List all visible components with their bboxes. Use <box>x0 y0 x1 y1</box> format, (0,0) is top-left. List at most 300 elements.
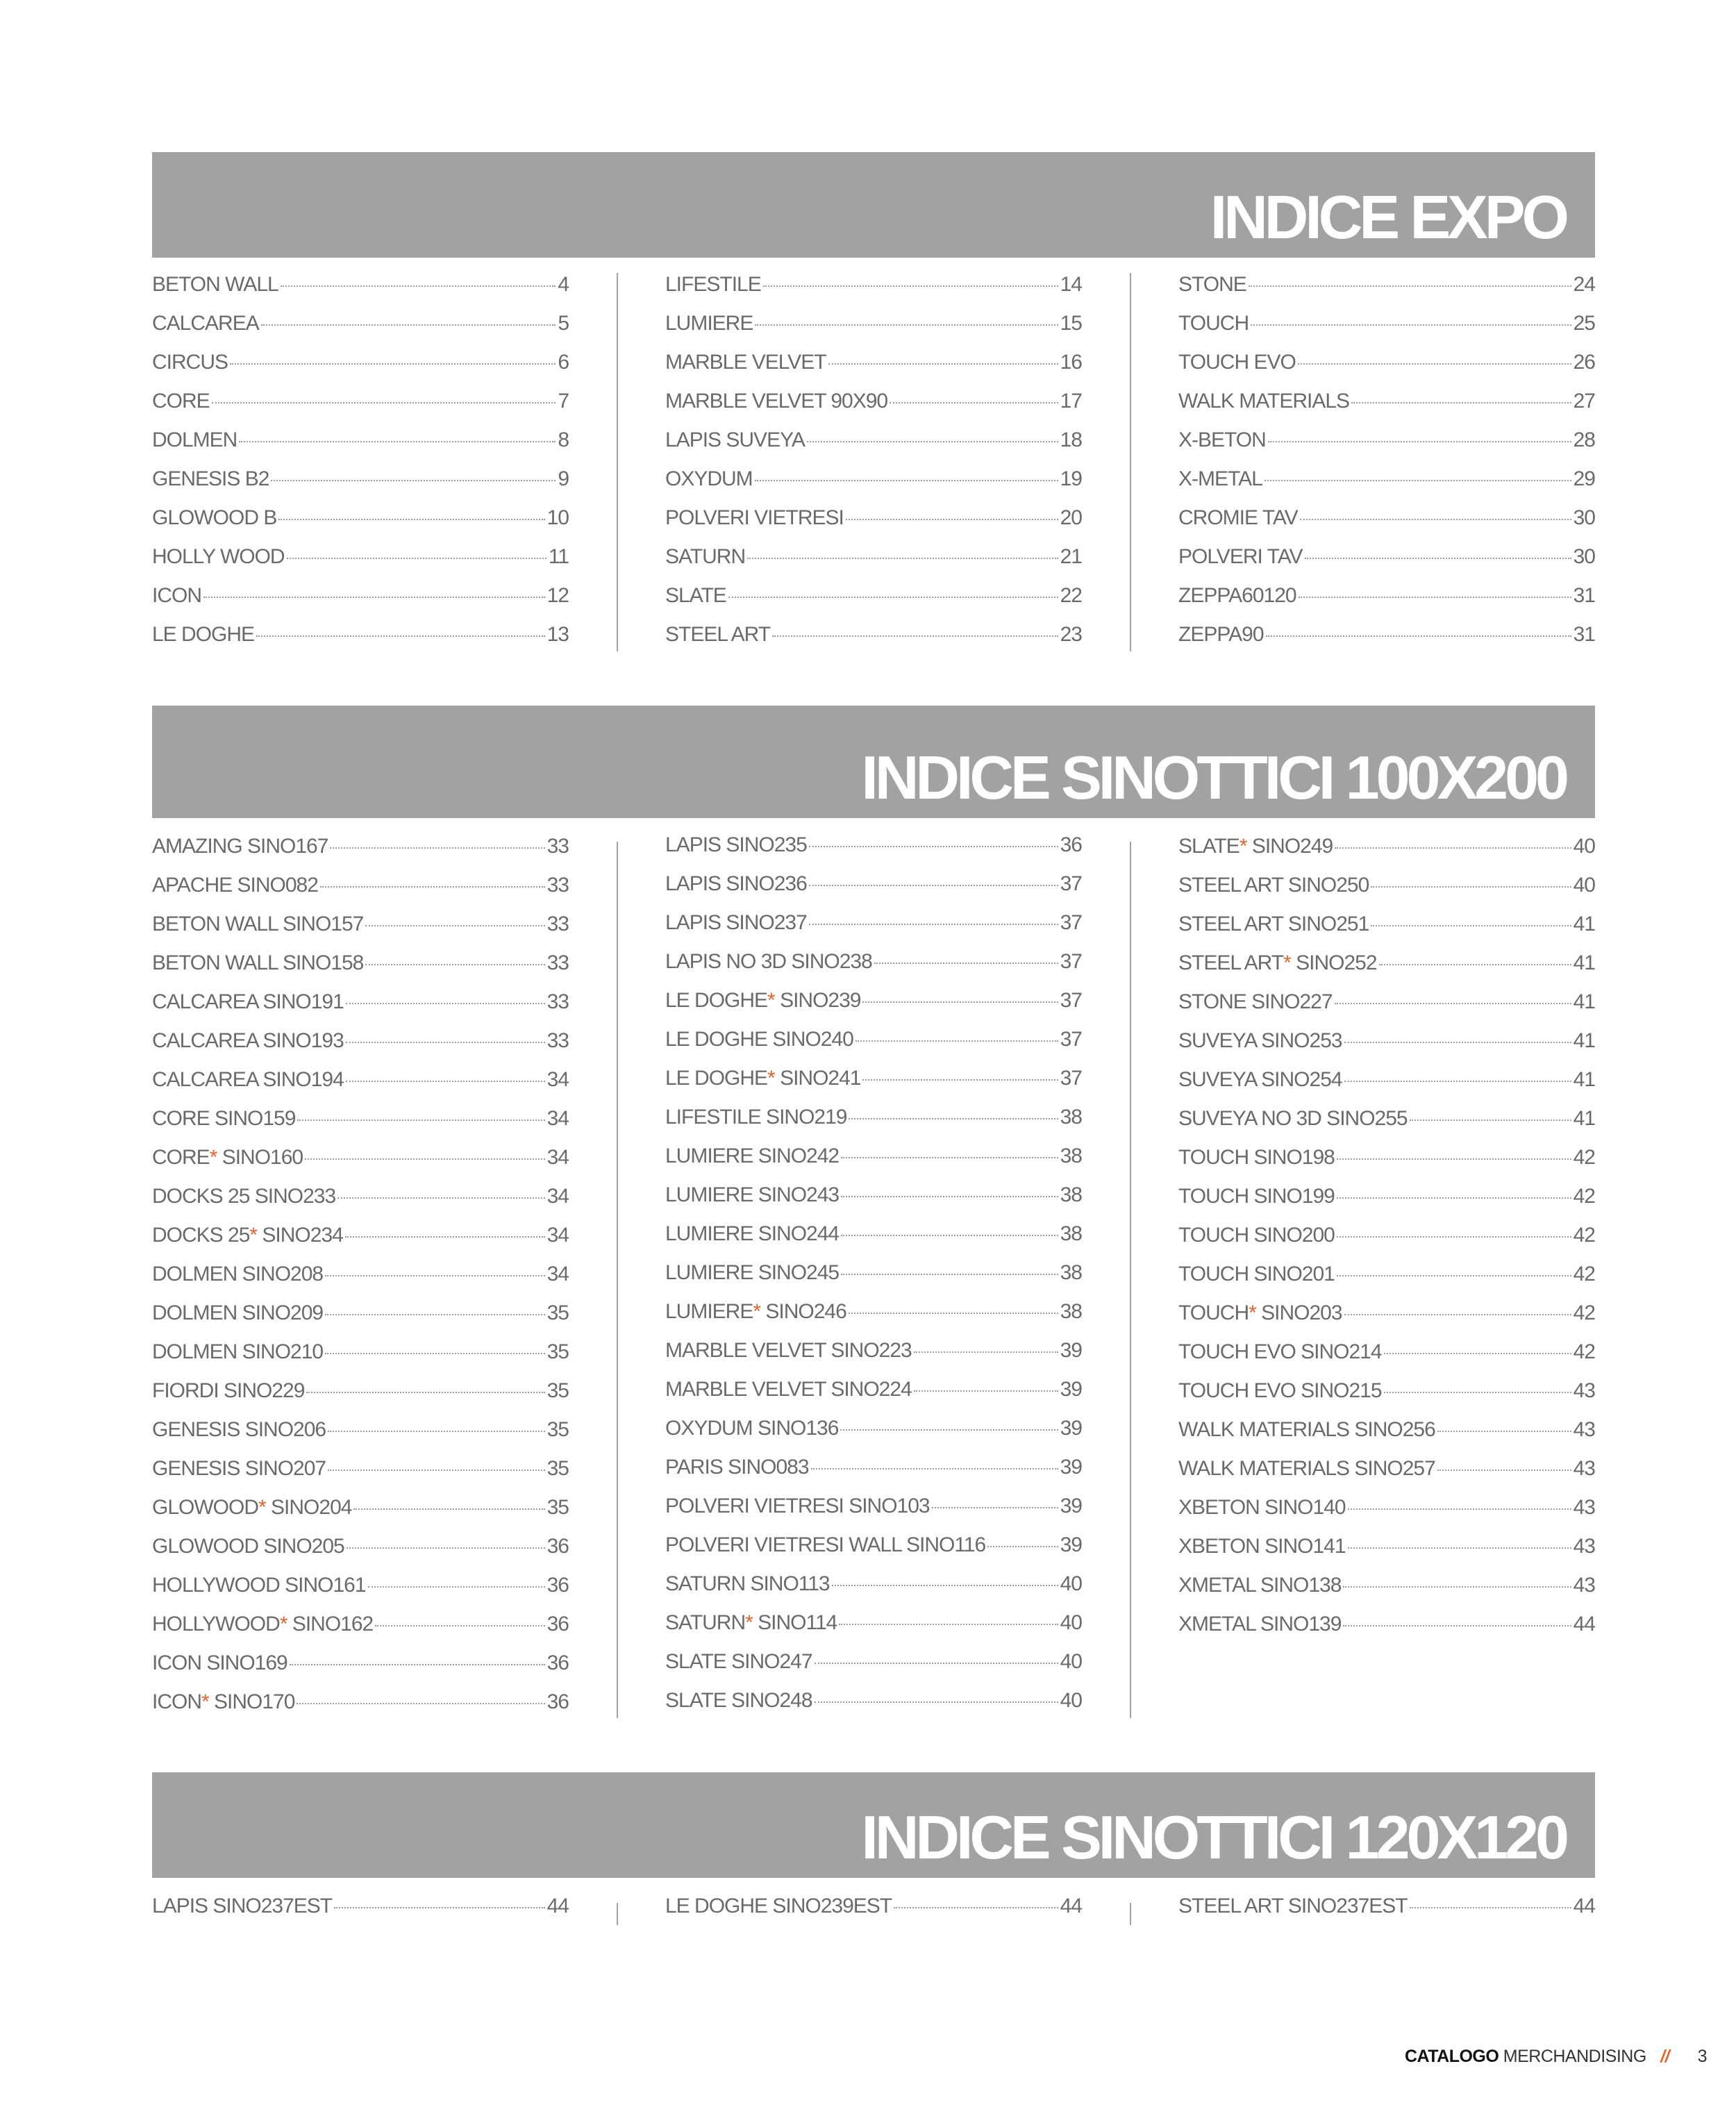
entry-name: XMETAL SINO139 <box>1178 1613 1342 1636</box>
dot-leader <box>1379 964 1571 965</box>
index-entry <box>1178 623 1595 662</box>
index-entry <box>665 467 1082 506</box>
dot-leader <box>1251 324 1571 326</box>
entry-name: X-BETON <box>1178 428 1266 451</box>
entry-label <box>1178 1068 1342 1092</box>
entry-name: MARBLE VELVET 90X90 <box>665 390 888 413</box>
entry-label <box>665 1261 839 1285</box>
entry-label <box>665 1495 930 1518</box>
dot-leader <box>297 1703 544 1704</box>
dot-leader <box>815 1663 1058 1664</box>
entry-name: LAPIS SUVEYA <box>665 428 805 451</box>
page-footer <box>1405 2047 1707 2067</box>
entry-label <box>1178 913 1369 936</box>
index-entry <box>152 1185 569 1224</box>
entry-name: BETON WALL SINO158 <box>152 951 364 974</box>
entry-code: SINO162 <box>287 1613 374 1636</box>
index-entry <box>665 1145 1082 1183</box>
entry-name: LUMIERE <box>665 312 753 335</box>
entry-name: APACHE SINO082 <box>152 874 318 897</box>
entry-name: GENESIS SINO206 <box>152 1418 326 1441</box>
entry-name: LIFESTILE SINO219 <box>665 1106 847 1129</box>
page-ref: 44 <box>546 1895 569 1917</box>
page-ref: 38 <box>1060 1106 1082 1129</box>
index-entry <box>152 351 569 390</box>
entry-label <box>152 1895 332 1918</box>
page-ref: 36 <box>546 1613 569 1636</box>
asterisk-marker: * <box>745 1611 753 1634</box>
page-ref: 35 <box>546 1418 569 1441</box>
dot-leader <box>1298 363 1571 365</box>
entry-name: SLATE <box>1178 835 1240 858</box>
entry-name: BETON WALL SINO157 <box>152 913 364 935</box>
index-entry <box>665 312 1082 351</box>
page-ref: 25 <box>1573 312 1595 335</box>
entry-label <box>1178 1146 1335 1170</box>
index-entry <box>152 951 569 990</box>
entry-label <box>152 1496 351 1520</box>
entry-name: DOLMEN SINO208 <box>152 1263 324 1285</box>
section-title: INDICE EXPO <box>1210 183 1566 251</box>
entry-label <box>665 1028 853 1051</box>
entry-name: CALCAREA <box>152 312 259 335</box>
entry-label <box>152 1185 335 1208</box>
entry-label <box>1178 1107 1408 1131</box>
index-entry <box>1178 428 1595 467</box>
entry-label <box>665 911 807 935</box>
index-column <box>152 1895 569 1933</box>
page-ref: 44 <box>1060 1895 1082 1917</box>
index-entry <box>1178 1535 1595 1574</box>
index-entry <box>152 273 569 312</box>
entry-label <box>152 312 259 335</box>
entry-name: STEEL ART SINO251 <box>1178 913 1369 935</box>
page-ref: 33 <box>546 913 569 935</box>
page-ref: 34 <box>546 1263 569 1285</box>
dot-leader <box>1337 1158 1571 1160</box>
page-ref: 36 <box>546 1574 569 1597</box>
entry-code: SINO252 <box>1290 951 1377 974</box>
entry-code: SINO203 <box>1255 1301 1342 1324</box>
index-entry <box>1178 1224 1595 1263</box>
index-entry <box>665 273 1082 312</box>
page-ref: 33 <box>546 990 569 1013</box>
entry-label <box>152 351 228 374</box>
entry-label <box>1178 273 1246 297</box>
dot-leader <box>281 285 556 287</box>
page-ref: 37 <box>1060 989 1082 1012</box>
column-divider <box>617 273 618 651</box>
dot-leader <box>1343 1625 1571 1626</box>
dot-leader <box>365 925 544 926</box>
dot-leader <box>328 1431 545 1432</box>
index-entry <box>152 1613 569 1651</box>
entry-label <box>1178 1185 1335 1208</box>
page-ref: 44 <box>1573 1895 1595 1917</box>
entry-label <box>152 545 285 569</box>
entry-name: TOUCH SINO198 <box>1178 1146 1335 1169</box>
index-entry <box>665 1417 1082 1456</box>
page-ref: 27 <box>1573 390 1595 413</box>
entry-name: DOLMEN <box>152 428 237 451</box>
page-ref: 41 <box>1573 990 1595 1013</box>
dot-leader <box>1266 635 1571 637</box>
page-ref: 42 <box>1573 1340 1595 1363</box>
entry-label <box>152 990 344 1014</box>
entry-name: CIRCUS <box>152 351 228 374</box>
index-entry <box>665 1378 1082 1417</box>
index-entry <box>1178 1029 1595 1068</box>
index-entry <box>665 351 1082 390</box>
page-ref: 20 <box>1060 506 1082 529</box>
entry-label <box>152 835 328 858</box>
dot-leader <box>320 886 545 888</box>
dot-leader <box>828 363 1058 365</box>
entry-name: LAPIS SINO236 <box>665 872 807 895</box>
index-entry <box>152 1146 569 1185</box>
entry-name: ICON <box>152 584 201 607</box>
page-ref: 31 <box>1573 584 1595 607</box>
index-entry <box>152 1535 569 1574</box>
index-entry <box>665 623 1082 662</box>
entry-label <box>152 584 201 608</box>
entry-name: LE DOGHE SINO239EST <box>665 1895 892 1917</box>
dot-leader <box>1335 847 1571 849</box>
entry-name: ICON SINO169 <box>152 1651 287 1674</box>
page-ref: 33 <box>546 951 569 974</box>
page-ref: 43 <box>1573 1535 1595 1558</box>
index-entry <box>665 1106 1082 1145</box>
column-divider <box>617 1903 618 1925</box>
entry-name: GLOWOOD B <box>152 506 277 529</box>
entry-label <box>152 1107 295 1131</box>
dot-leader <box>203 597 545 598</box>
entry-label <box>152 1301 323 1325</box>
dot-leader <box>290 1664 545 1665</box>
entry-name: CORE SINO159 <box>152 1107 296 1130</box>
dot-leader <box>840 1429 1058 1431</box>
page-ref: 43 <box>1573 1574 1595 1597</box>
entry-label <box>665 1222 839 1246</box>
page-ref: 41 <box>1573 1068 1595 1091</box>
dot-leader <box>334 1907 544 1908</box>
dot-leader <box>728 597 1058 598</box>
entry-name: LE DOGHE SINO240 <box>665 1028 853 1051</box>
index-entry <box>665 1456 1082 1495</box>
page-ref: 40 <box>1060 1611 1082 1634</box>
entry-name: STEEL ART <box>1178 951 1284 974</box>
page-ref: 37 <box>1060 1067 1082 1090</box>
column-divider <box>1130 273 1131 651</box>
index-entry <box>1178 951 1595 990</box>
dot-leader <box>337 1197 545 1199</box>
entry-name: POLVERI TAV <box>1178 545 1303 568</box>
dot-leader <box>890 402 1058 403</box>
page-ref: 43 <box>1573 1457 1595 1480</box>
entry-label <box>152 428 237 452</box>
asterisk-marker: * <box>1239 835 1247 858</box>
entry-label <box>665 833 807 857</box>
index-column <box>152 273 569 662</box>
entry-name: SUVEYA SINO253 <box>1178 1029 1342 1052</box>
entry-name: TOUCH SINO200 <box>1178 1224 1335 1247</box>
entry-name: LIFESTILE <box>665 273 761 296</box>
entry-label <box>152 467 269 491</box>
asterisk-marker: * <box>249 1224 258 1247</box>
entry-name: LUMIERE SINO243 <box>665 1183 840 1206</box>
page-ref: 39 <box>1060 1378 1082 1401</box>
dot-leader <box>914 1390 1058 1392</box>
page-ref: 28 <box>1573 428 1595 451</box>
dot-leader <box>1337 1275 1571 1276</box>
entry-label <box>665 1572 830 1596</box>
index-entry <box>665 950 1082 989</box>
index-column <box>665 273 1082 662</box>
entry-name: SUVEYA NO 3D SINO255 <box>1178 1107 1408 1130</box>
entry-label <box>665 1300 846 1324</box>
page-ref: 26 <box>1573 351 1595 374</box>
entry-label <box>1178 990 1333 1014</box>
page-ref: 42 <box>1573 1301 1595 1324</box>
dot-leader <box>807 441 1058 442</box>
index-entry <box>1178 1068 1595 1107</box>
entry-name: GENESIS B2 <box>152 467 269 490</box>
entry-label <box>152 1029 344 1053</box>
page-ref: 39 <box>1060 1495 1082 1517</box>
entry-name: MARBLE VELVET <box>665 351 826 374</box>
index-entry <box>665 390 1082 428</box>
page-ref: 41 <box>1573 913 1595 935</box>
index-column <box>152 835 569 1729</box>
index-entry <box>152 1457 569 1496</box>
entry-code: SINO234 <box>257 1224 343 1247</box>
page-ref: 30 <box>1573 545 1595 568</box>
entry-name: OXYDUM <box>665 467 753 490</box>
index-entry <box>152 390 569 428</box>
index-column <box>665 833 1082 1728</box>
entry-label <box>152 1690 294 1714</box>
entry-label <box>152 390 210 413</box>
entry-label <box>152 1224 343 1247</box>
entry-label <box>1178 623 1264 647</box>
dot-leader <box>271 480 556 481</box>
entry-label <box>665 584 726 608</box>
index-entry <box>152 1418 569 1457</box>
entry-name: OXYDUM SINO136 <box>665 1417 839 1440</box>
index-entry <box>665 1895 1082 1933</box>
dot-leader <box>1437 1470 1571 1471</box>
page-ref: 42 <box>1573 1146 1595 1169</box>
dot-leader <box>328 1470 545 1471</box>
index-entry <box>1178 351 1595 390</box>
entry-name: SLATE SINO247 <box>665 1650 812 1673</box>
entry-label <box>152 1535 344 1558</box>
index-entry <box>152 1651 569 1690</box>
index-entry <box>665 1650 1082 1689</box>
entry-label <box>1178 1496 1346 1520</box>
index-column <box>1178 273 1595 662</box>
index-column <box>665 1895 1082 1933</box>
asterisk-marker: * <box>767 989 775 1012</box>
entry-label <box>665 1611 837 1635</box>
entry-name: TOUCH EVO SINO215 <box>1178 1379 1382 1402</box>
entry-label <box>1178 1224 1335 1247</box>
page-ref: 41 <box>1573 1029 1595 1052</box>
dot-leader <box>297 1120 544 1121</box>
entry-name: LE DOGHE <box>152 623 255 646</box>
index-entry <box>152 428 569 467</box>
dot-leader <box>914 1351 1058 1353</box>
dot-leader <box>1351 402 1571 403</box>
entry-name: CALCAREA SINO191 <box>152 990 344 1013</box>
entry-code: SINO249 <box>1246 835 1333 858</box>
page-ref: 33 <box>546 835 569 858</box>
dot-leader <box>856 1040 1058 1042</box>
page-ref: 36 <box>546 1690 569 1713</box>
entry-label <box>1178 1895 1408 1918</box>
index-entry <box>152 1340 569 1379</box>
dot-leader <box>862 1079 1058 1081</box>
page-ref: 14 <box>1060 273 1082 296</box>
page-ref: 17 <box>1060 390 1082 413</box>
entry-name: SUVEYA SINO254 <box>1178 1068 1342 1091</box>
index-entry <box>1178 1574 1595 1613</box>
dot-leader <box>1384 1353 1571 1354</box>
page-ref: 19 <box>1060 467 1082 490</box>
page-ref: 43 <box>1573 1496 1595 1519</box>
page-ref: 10 <box>546 506 569 529</box>
dot-leader <box>346 1042 545 1043</box>
entry-name: WALK MATERIALS <box>1178 390 1350 413</box>
entry-label <box>1178 1535 1346 1558</box>
dot-leader <box>1344 1042 1571 1043</box>
index-entry <box>665 989 1082 1028</box>
entry-label <box>665 1183 839 1207</box>
dot-leader <box>772 635 1058 637</box>
entry-name: LAPIS SINO237 <box>665 911 807 934</box>
dot-leader <box>1410 1907 1571 1908</box>
dot-leader <box>1299 597 1571 598</box>
index-entry <box>1178 1107 1595 1146</box>
entry-label <box>665 312 753 335</box>
entry-label <box>665 989 860 1013</box>
page-ref: 36 <box>1060 833 1082 856</box>
entry-label <box>1178 506 1298 530</box>
footer-separator: // <box>1660 2047 1670 2066</box>
page-ref: 34 <box>546 1107 569 1130</box>
entry-label <box>665 273 761 297</box>
entry-name: LUMIERE SINO244 <box>665 1222 840 1245</box>
entry-name: SATURN <box>665 1611 746 1634</box>
entry-name: DOCKS 25 <box>152 1224 250 1247</box>
page-ref: 29 <box>1573 467 1595 490</box>
entry-name: PARIS SINO083 <box>665 1456 809 1479</box>
index-entry <box>1178 1613 1595 1651</box>
index-entry <box>1178 545 1595 584</box>
page-ref: 35 <box>546 1457 569 1480</box>
column-divider <box>1130 842 1131 1718</box>
page-ref: 39 <box>1060 1456 1082 1479</box>
footer-merchandising: MERCHANDISING <box>1503 2047 1646 2066</box>
entry-name: WALK MATERIALS SINO257 <box>1178 1457 1435 1480</box>
entry-label <box>152 506 276 530</box>
page-ref: 16 <box>1060 351 1082 374</box>
entry-name: GLOWOOD SINO205 <box>152 1535 344 1558</box>
dot-leader <box>1249 285 1571 287</box>
entry-name: TOUCH SINO199 <box>1178 1185 1335 1208</box>
index-entry <box>665 1028 1082 1067</box>
page-ref: 12 <box>546 584 569 607</box>
dot-leader <box>809 846 1058 847</box>
page-ref: 36 <box>546 1535 569 1558</box>
entry-name: SATURN SINO113 <box>665 1572 830 1595</box>
page-ref: 35 <box>546 1379 569 1402</box>
index-entry <box>1178 273 1595 312</box>
entry-label <box>152 1379 304 1403</box>
dot-leader <box>1305 558 1571 559</box>
index-entry <box>1178 584 1595 623</box>
entry-label <box>665 1339 912 1363</box>
dot-leader <box>841 1196 1058 1197</box>
index-entry <box>1178 467 1595 506</box>
page-ref: 40 <box>1573 835 1595 858</box>
dot-leader <box>1348 1547 1571 1549</box>
page-ref: 35 <box>546 1340 569 1363</box>
dot-leader <box>375 1625 544 1626</box>
page-ref: 33 <box>546 1029 569 1052</box>
entry-label <box>152 1068 344 1092</box>
entry-name: SLATE SINO248 <box>665 1689 812 1712</box>
dot-leader <box>330 847 544 849</box>
index-entry <box>665 911 1082 950</box>
entry-label <box>665 1145 839 1168</box>
index-entry <box>665 1689 1082 1728</box>
asterisk-marker: * <box>1283 951 1291 974</box>
index-entry <box>665 1611 1082 1650</box>
index-column <box>1178 1895 1595 1933</box>
entry-label <box>152 273 278 297</box>
column-divider <box>1130 1903 1131 1925</box>
entry-name: WALK MATERIALS SINO256 <box>1178 1418 1435 1441</box>
index-entry <box>152 1029 569 1068</box>
page-ref: 37 <box>1060 872 1082 895</box>
index-entry <box>1178 1340 1595 1379</box>
asterisk-marker: * <box>1249 1301 1256 1324</box>
page-ref: 40 <box>1060 1572 1082 1595</box>
entry-label <box>665 1689 812 1713</box>
index-entry <box>1178 990 1595 1029</box>
dot-leader <box>325 1275 545 1276</box>
entry-label <box>665 872 807 896</box>
index-entry <box>1178 1895 1595 1933</box>
page-ref: 8 <box>558 428 569 451</box>
dot-leader <box>815 1701 1058 1703</box>
entry-code: SINO160 <box>217 1146 303 1169</box>
entry-label <box>1178 312 1249 335</box>
index-entry <box>665 1261 1082 1300</box>
index-entry <box>152 1068 569 1107</box>
dot-leader <box>1371 925 1571 926</box>
dot-leader <box>305 1158 545 1160</box>
entry-name: STONE SINO227 <box>1178 990 1333 1013</box>
dot-leader <box>755 324 1058 326</box>
entry-label <box>1178 874 1369 897</box>
index-entry <box>152 1224 569 1263</box>
section-title: INDICE SINOTTICI 100X200 <box>861 743 1566 812</box>
entry-code: SINO241 <box>774 1067 861 1090</box>
dot-leader <box>849 1118 1058 1120</box>
dot-leader <box>1265 480 1571 481</box>
